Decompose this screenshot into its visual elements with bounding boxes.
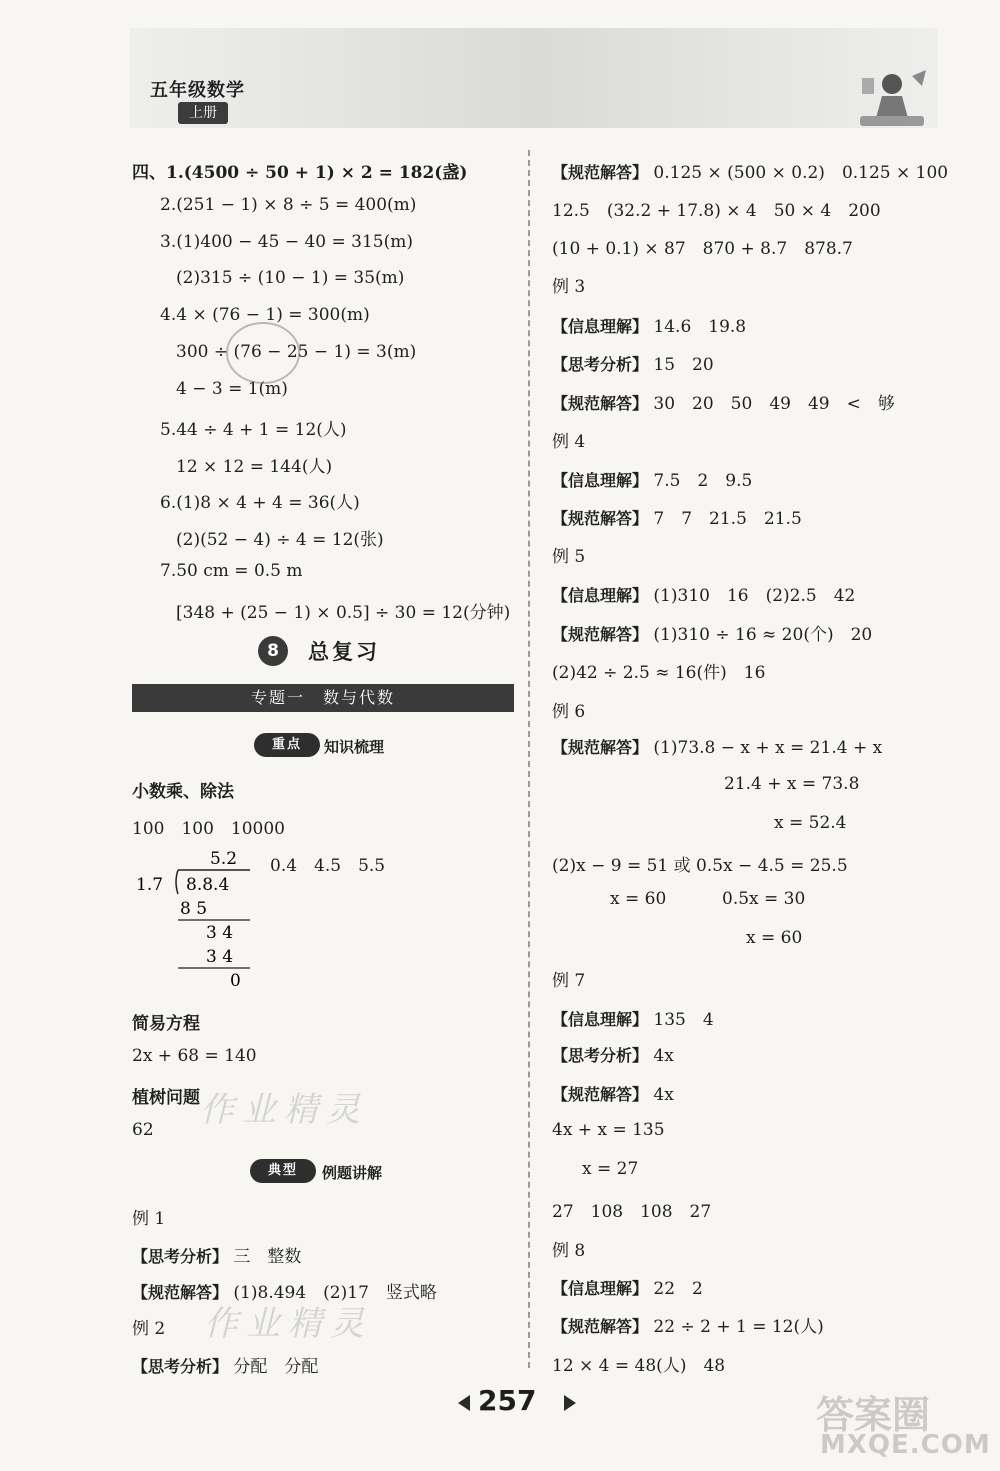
knowledge-heading: 简易方程 [132,1014,200,1034]
division-step: 3 4 [206,923,234,943]
answer-line: (2)(52 − 4) ÷ 4 = 12(张) [176,530,384,550]
answer-line: 21.4 + x = 73.8 [724,774,860,794]
answer-text: 22 2 [653,1279,703,1299]
knowledge-answer: 100 100 10000 [132,819,285,839]
watermark-text: 作业精灵 [200,1090,368,1130]
example-label: 例 3 [552,277,586,297]
answer-line [552,1005,714,1030]
answer-tag: 【思考分析】 [132,1247,229,1266]
division-dividend: 8.8.4 [186,875,230,895]
answer-text: 三 整数 [233,1247,302,1267]
answer-tag: 【信息理解】 [552,1010,649,1029]
example-label: 例 5 [552,547,586,567]
answer-line [552,312,746,337]
site-url-watermark: MXQE.COM [820,1430,991,1460]
example-label: 例 2 [132,1319,166,1339]
prev-arrow-icon [454,1393,474,1413]
knowledge-heading: 植树问题 [132,1088,200,1108]
answer-line: 300 ÷ (76 − 25 − 1) = 3(m) [176,342,417,362]
example-label: 例 1 [132,1209,166,1229]
page-number: 257 [478,1384,537,1417]
answer-line [552,1312,824,1337]
example-label: 例 6 [552,702,586,722]
chapter-number-badge: 8 [258,636,288,666]
answer-line [552,466,752,491]
answer-tag: 【思考分析】 [132,1357,229,1376]
long-division-work [130,848,270,988]
answer-line: x = 60 [746,928,803,948]
answer-line: 12 × 4 = 48(人) 48 [552,1356,726,1376]
answer-line [132,1242,301,1267]
knowledge-answer: 0.4 4.5 5.5 [270,856,386,876]
student-mascot-icon [852,66,932,134]
answer-text: (1)8.494 (2)17 竖式略 [233,1283,437,1303]
answer-line: 4 − 3 = 1(m) [176,379,288,399]
answer-line [552,1274,703,1299]
division-remainder: 0 [230,971,241,988]
answer-line: 0.5x = 30 [722,889,806,909]
answer-tag: 【信息理解】 [552,1279,649,1298]
answer-tag: 【思考分析】 [552,355,649,374]
answer-text: 分配 分配 [233,1357,319,1377]
answer-text: 135 4 [653,1010,714,1030]
answer-text: 14.6 19.8 [653,317,747,337]
answer-line [552,1043,674,1066]
answer-tag: 【规范解答】 [552,1317,649,1336]
knowledge-heading: 小数乘、除法 [132,782,234,802]
knowledge-answer: 62 [132,1120,154,1140]
answer-text: 22 ÷ 2 + 1 = 12(人) [653,1317,824,1337]
book-volume-badge: 上册 [178,102,228,124]
answer-tag: 【规范解答】 [552,738,649,757]
division-step: 8 5 [180,899,208,919]
answer-text: 4x [653,1046,674,1066]
answer-line [552,158,948,183]
answer-tag: 【信息理解】 [552,586,649,605]
answer-line: x = 60 [610,889,667,909]
example-label: 例 4 [552,432,586,452]
answer-line [552,581,855,606]
answer-line: x = 52.4 [774,813,847,833]
answer-line: 2.(251 − 1) × 8 ÷ 5 = 400(m) [160,195,417,215]
answer-tag: 【规范解答】 [552,163,649,182]
answer-tag: 【信息理解】 [552,471,649,490]
answer-tag: 【规范解答】 [132,1283,229,1302]
answer-line: 4x + x = 135 [552,1120,665,1140]
answer-text: (1)310 ÷ 16 ≈ 20(个) 20 [653,625,873,645]
answer-line: 12.5 (32.2 + 17.8) × 4 50 × 4 200 [552,201,881,221]
watermark-text: 作业精灵 [204,1304,372,1344]
answer-line: 4.4 × (76 − 1) = 300(m) [160,305,370,325]
answer-line: [348 + (25 − 1) × 0.5] ÷ 30 = 12(分钟) [176,603,511,623]
header-banner [130,28,938,128]
chapter-title: 总复习 [308,640,380,664]
section-title: 知识梳理 [324,738,385,756]
division-quotient: 5.2 [210,849,238,869]
answer-line: (2)x − 9 = 51 或 0.5x − 4.5 = 25.5 [552,856,848,876]
section-title: 例题讲解 [322,1164,383,1182]
section-badge: 典型 [250,1159,316,1183]
answer-line [552,1082,674,1105]
answer-line: 6.(1)8 × 4 + 4 = 36(人) [160,493,360,513]
answer-line: (2)42 ÷ 2.5 ≈ 16(件) 16 [552,663,766,683]
site-logo-watermark: 答案圈 [816,1393,931,1437]
next-arrow-icon [560,1393,580,1413]
answer-tag: 【信息理解】 [552,317,649,336]
division-divisor: 1.7 [136,875,164,895]
answer-line: x = 27 [582,1159,639,1179]
answer-line [552,735,882,758]
example-label: 例 7 [552,971,586,991]
answer-line: (2)315 ÷ (10 − 1) = 35(m) [176,268,405,288]
division-step: 3 4 [206,947,234,967]
answer-line: 3.(1)400 − 45 − 40 = 315(m) [160,232,413,252]
answer-text: 15 20 [653,355,714,375]
topic-bar: 专题一 数与代数 [132,684,514,712]
answer-tag: 【规范解答】 [552,509,649,528]
example-label: 例 8 [552,1241,586,1261]
book-grade: 五年级数学 [150,80,245,101]
answer-line [552,504,802,529]
answer-line: (10 + 0.1) × 87 870 + 8.7 878.7 [552,239,853,259]
watermark-stamp-icon [222,318,304,388]
answer-tag: 【规范解答】 [552,394,649,413]
answer-text: 7 7 21.5 21.5 [653,509,802,529]
answer-tag: 【规范解答】 [552,625,649,644]
answer-text: 0.125 × (500 × 0.2) 0.125 × 100 [653,163,949,183]
answer-line [552,620,872,645]
answer-line: 12 × 12 = 144(人) [176,457,333,477]
answer-line: 7.50 cm = 0.5 m [160,561,303,581]
answer-line: 27 108 108 27 [552,1202,712,1222]
knowledge-answer: 2x + 68 = 140 [132,1046,257,1066]
answer-line: 5.44 ÷ 4 + 1 = 12(人) [160,420,347,440]
section-badge: 重点 [254,733,320,757]
answer-text: (1)310 16 (2)2.5 42 [653,586,856,606]
answer-line: 四、1.(4500 ÷ 50 + 1) × 2 = 182(盏) [132,163,468,183]
answer-line [552,350,714,375]
answer-line [132,1352,318,1377]
answer-line [552,389,895,414]
answer-text: 4x [653,1085,674,1105]
column-divider [528,150,530,1368]
answer-text: 7.5 2 9.5 [653,471,753,491]
answer-text: 30 20 50 49 49 < 够 [653,394,895,414]
answer-tag: 【思考分析】 [552,1046,649,1065]
answer-tag: 【规范解答】 [552,1085,649,1104]
answer-text: (1)73.8 − x + x = 21.4 + x [653,738,883,758]
